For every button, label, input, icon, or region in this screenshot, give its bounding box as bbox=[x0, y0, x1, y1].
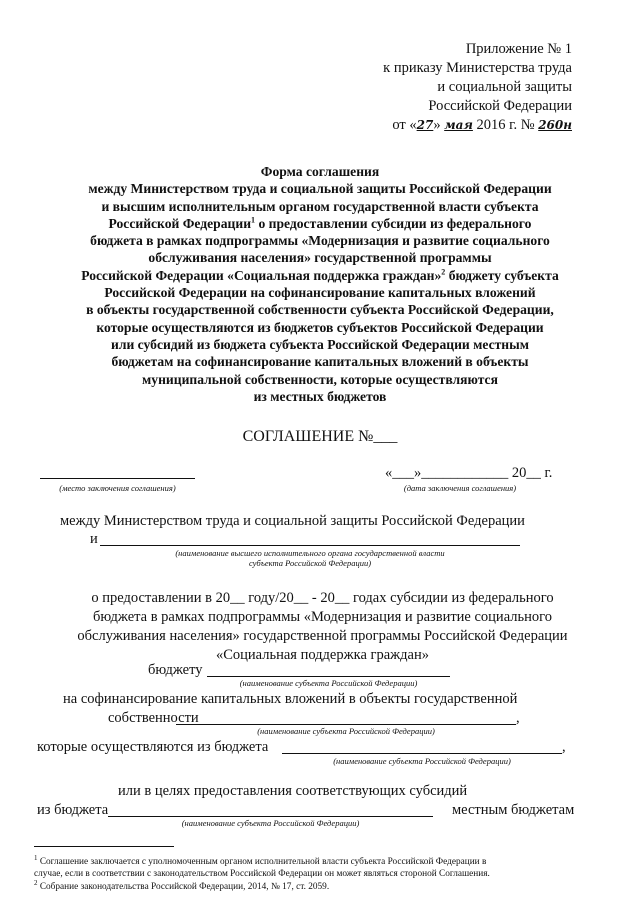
between-text: между Министерством труда и социальной защиты Российской Федерации bbox=[60, 513, 525, 529]
appendix-header bbox=[383, 40, 572, 135]
year-text: 2016 г. № bbox=[476, 117, 535, 133]
appendix-line-3: и социальной защиты bbox=[437, 79, 572, 95]
title-line-5: бюджета в рамках подпрограммы «Модернизация и развитие социального bbox=[90, 233, 550, 249]
title-line-2: между Министерством труда и социальной защиты Российской Федерации bbox=[88, 181, 552, 197]
ownership-subject-field[interactable] bbox=[176, 724, 516, 725]
footnote-ref-2: 2 bbox=[441, 267, 446, 277]
date-prefix: от « bbox=[392, 117, 417, 133]
handwritten-number: 260н bbox=[538, 118, 572, 132]
title-line-7b: бюджету субъекта bbox=[445, 267, 559, 283]
footnote-1-text-a: Соглашение заключается с уполномоченным органом исполнительной власти субъекта Российской Федерации в bbox=[37, 857, 487, 868]
cofinancing-text: на софинансирование капитальных вложений в объекты государственной bbox=[63, 691, 518, 707]
title-line-4 bbox=[30, 215, 610, 232]
agreement-heading: СОГЛАШЕНИЕ №___ bbox=[242, 428, 398, 445]
authority-caption-line-2: субъекта Российской Федерации) bbox=[248, 558, 372, 568]
appendix-line-1: Приложение № 1 bbox=[465, 41, 572, 57]
place-caption: (место заключения соглашения) bbox=[59, 483, 176, 493]
footnote-1 bbox=[34, 852, 594, 880]
title-line-9: в объекты государственной собственности субъекта Российской Федерации, bbox=[86, 302, 554, 318]
local-budgets-text: местным бюджетам bbox=[452, 802, 575, 818]
authority-caption bbox=[100, 548, 520, 568]
footnote-1-number: 1 bbox=[34, 854, 38, 862]
title-line-8: Российской Федерации на софинансирование капитальных вложений bbox=[104, 285, 536, 301]
title-line-14: из местных бюджетов bbox=[253, 388, 387, 404]
ownership-prefix: собственности bbox=[108, 710, 199, 726]
budget-subject-field[interactable] bbox=[207, 676, 450, 677]
date-field[interactable]: «___»____________ 20__ г. bbox=[385, 465, 553, 481]
ownership-subject-caption: (наименование субъекта Российской Федерации) bbox=[257, 726, 435, 736]
provision-line-3: обслуживания населения» государственной программы Российской Федерации bbox=[77, 628, 568, 644]
and-prefix: и bbox=[90, 531, 98, 547]
title-line-4a: Российской Федерации bbox=[108, 215, 252, 231]
title-line-1: Форма соглашения bbox=[260, 164, 380, 179]
budget-prefix: бюджету bbox=[148, 662, 203, 678]
from-budget-text: которые осуществляются из бюджета bbox=[37, 739, 269, 755]
handwritten-day: 27 bbox=[416, 118, 434, 132]
title-line-11: или субсидий из бюджета субъекта Российской Федерации местным bbox=[110, 336, 530, 352]
footnote-2-number: 2 bbox=[34, 879, 38, 887]
from-budget-suffix: , bbox=[562, 739, 566, 755]
title-line-10: которые осуществляются из бюджетов субъектов Российской Федерации bbox=[96, 319, 544, 335]
title-line-3: и высшим исполнительным органом государственной власти субъекта bbox=[101, 198, 539, 214]
form-title bbox=[30, 163, 610, 405]
budget-subject-caption: (наименование субъекта Российской Федерации) bbox=[239, 678, 418, 688]
or-subsidies-text: или в целях предоставления соответствующих субсидий bbox=[118, 783, 468, 799]
appendix-line-2: к приказу Министерства труда bbox=[383, 60, 572, 76]
title-line-6: обслуживания населения» государственной программы bbox=[148, 250, 492, 266]
local-subject-field[interactable] bbox=[108, 816, 433, 817]
footnote-1-text-b: случае, если в соответствии с законодательством Российской Федерации он может являться стороной Соглашения. bbox=[34, 869, 490, 880]
date-mid: » bbox=[433, 117, 441, 133]
title-line-7a: Российской Федерации «Социальная поддержка граждан» bbox=[81, 267, 442, 283]
ownership-suffix: , bbox=[516, 710, 520, 726]
footnote-divider bbox=[34, 846, 174, 847]
from-budget-caption: (наименование субъекта Российской Федерации) bbox=[333, 756, 511, 766]
handwritten-month: мая bbox=[444, 118, 473, 132]
provision-line-4: «Социальная поддержка граждан» bbox=[215, 647, 429, 663]
local-subject-caption: (наименование субъекта Российской Федерации) bbox=[181, 818, 360, 828]
provision-line-2: бюджета в рамках подпрограммы «Модернизация и развитие социального bbox=[93, 609, 552, 625]
provision-paragraph bbox=[40, 589, 605, 665]
from-budget-field[interactable] bbox=[282, 753, 562, 754]
footnote-ref-1: 1 bbox=[251, 215, 256, 225]
provision-line-1: о предоставлении в 20__ году/20__ - 20__ годах субсидии из федерального bbox=[91, 590, 554, 606]
authority-name-field[interactable] bbox=[100, 545, 520, 546]
title-line-7 bbox=[30, 267, 610, 284]
title-line-13: муниципальной собственности, которые осуществляются bbox=[142, 371, 498, 387]
place-field[interactable] bbox=[40, 478, 195, 479]
footnote-2-text: Собрание законодательства Российской Федерации, 2014, № 17, ст. 2059. bbox=[37, 882, 330, 893]
title-line-12: бюджетам на софинансирование капитальных вложений в объекты bbox=[111, 354, 529, 370]
iz-budget-text: из бюджета bbox=[37, 802, 109, 818]
date-caption: (дата заключения соглашения) bbox=[403, 483, 517, 493]
title-line-4b: о предоставлении субсидии из федерального bbox=[255, 215, 532, 231]
authority-caption-line-1: (наименование высшего исполнительного органа государственной власти bbox=[175, 548, 445, 558]
appendix-line-4: Российской Федерации bbox=[428, 98, 572, 114]
appendix-date-line bbox=[383, 116, 572, 135]
footnote-2 bbox=[34, 877, 594, 893]
